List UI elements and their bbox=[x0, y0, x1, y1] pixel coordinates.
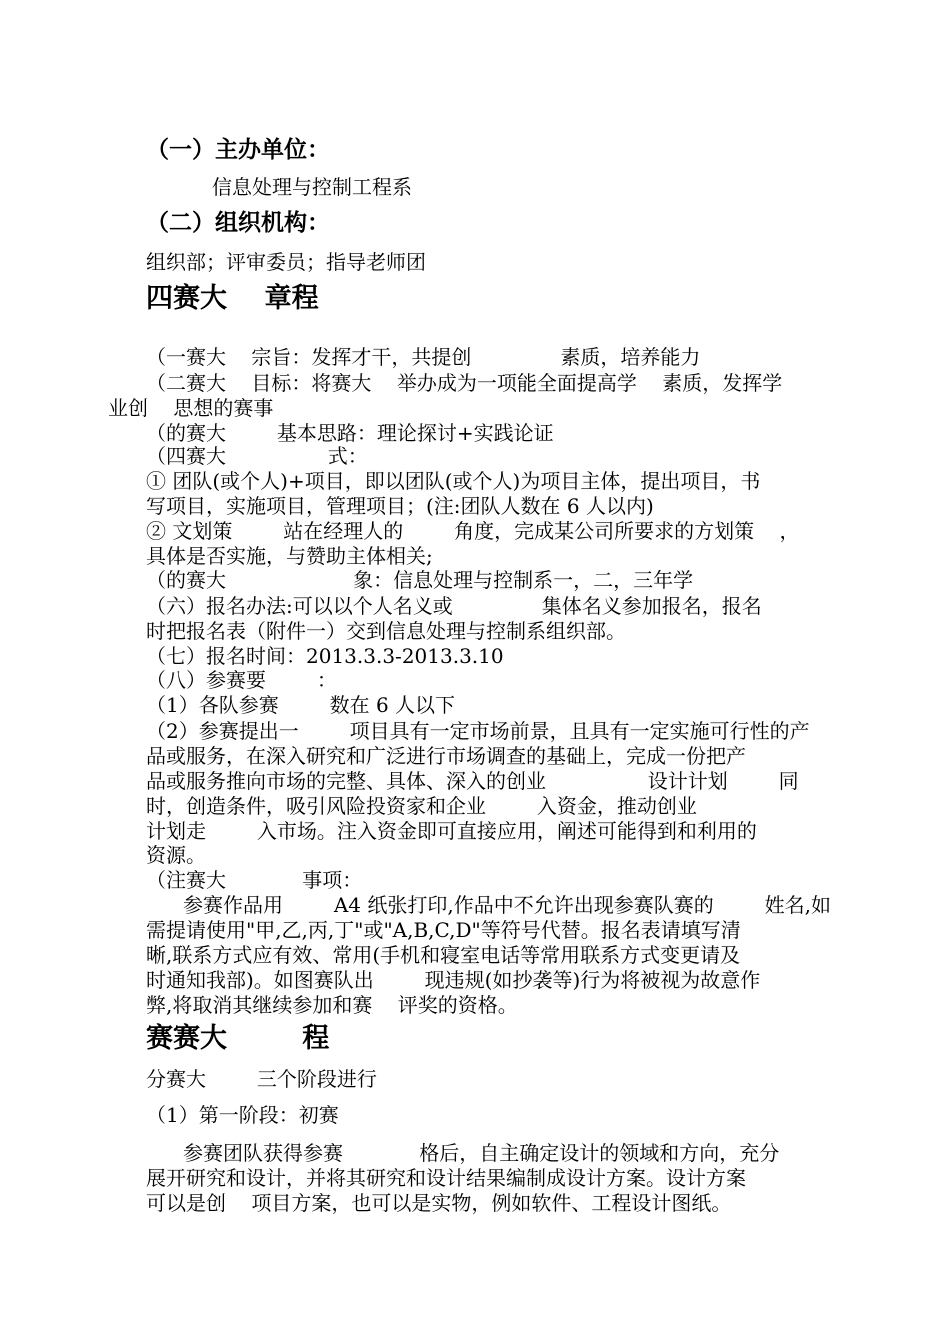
paragraph-line: 需提请使用"甲,乙,丙,丁"或"A,B,C,D"等符号代替。报名表请填写清 bbox=[146, 918, 741, 942]
paragraph-line: （1）第一阶段：初赛 bbox=[146, 1103, 339, 1127]
paragraph-line: （2）参赛提出一 项目具有一定市场前景，且具有一定实施可行性的产 bbox=[146, 719, 810, 743]
paragraph-line: （的赛大 基本思路：理论探讨+实践论证 bbox=[146, 421, 554, 445]
paragraph-line: （七）报名时间：2013.3.3-2013.3.10 bbox=[146, 644, 504, 668]
paragraph-line: （注赛大 事项： bbox=[146, 868, 363, 892]
paragraph-line: 具体是否实施，与赞助主体相关; bbox=[146, 544, 433, 568]
paragraph-line: （的赛大 象：信息处理与控制系一，二，三年学 bbox=[146, 568, 694, 592]
paragraph-line: 资源。 bbox=[146, 843, 206, 867]
paragraph-line: 参赛作品用 A4 纸张打印,作品中不允许出现参赛队赛的 姓名,如 bbox=[183, 893, 831, 917]
paragraph-line: 计划走 入市场。注入资金即可直接应用，阐述可能得到和利用的 bbox=[146, 819, 757, 843]
paragraph-line: 业创 思想的赛事 bbox=[108, 396, 274, 420]
paragraph-line: 品或服务推向市场的完整、具体、深入的创业 设计计划 同 bbox=[146, 769, 799, 793]
paragraph-line: 展开研究和设计，并将其研究和设计结果编制成设计方案。设计方案 bbox=[146, 1166, 746, 1190]
paragraph-line: 品或服务，在深入研究和广泛进行市场调查的基础上，完成一份把产 bbox=[146, 744, 746, 768]
section-heading-organization: （二）组织机构： bbox=[146, 210, 330, 236]
paragraph-line: （1）各队参赛 数在 6 人以下 bbox=[146, 693, 456, 717]
paragraph-line: 时把报名表（附件一）交到信息处理与控制系组织部。 bbox=[146, 619, 626, 643]
paragraph-line: 参赛团队获得参赛 格后，自主确定设计的领域和方向，充分 bbox=[183, 1141, 780, 1165]
section-heading-organizer: （一）主办单位： bbox=[146, 137, 330, 163]
paragraph-line: （六）报名办法:可以以个人名义或 集体名义参加报名，报名 bbox=[146, 594, 762, 618]
paragraph-line: 晰,联系方式应有效、常用(手机和寝室电话等常用联系方式变更请及 bbox=[146, 943, 741, 967]
paragraph-line: 可以是创 项目方案，也可以是实物，例如软件、工程设计图纸。 bbox=[146, 1191, 732, 1215]
paragraph-line: 分赛大 三个阶段进行 bbox=[146, 1067, 377, 1091]
paragraph-line: （八）参赛要 ： bbox=[146, 668, 337, 692]
section-heading-rules: 四赛大 章程 bbox=[146, 283, 319, 314]
organization-text: 组织部；评审委员；指导老师团 bbox=[146, 250, 426, 274]
paragraph-line: （一赛大 宗旨：发挥才干，共提创 素质，培养能力 bbox=[146, 345, 701, 369]
paragraph-line: 写项目，实施项目，管理项目；(注:团队人数在 6 人以内) bbox=[146, 494, 654, 518]
paragraph-line: 弊,将取消其继续参加和赛 评奖的资格。 bbox=[146, 993, 518, 1017]
paragraph-line: ② 文划策 站在经理人的 角度，完成某公司所要求的方划策 ， bbox=[146, 519, 800, 543]
paragraph-line: ① 团队(或个人)+项目，即以团队(或个人)为项目主体，提出项目，书 bbox=[146, 469, 761, 493]
paragraph-line: （四赛大 式： bbox=[146, 444, 368, 468]
paragraph-line: 时，创造条件，吸引风险投资家和企业 入资金，推动创业 bbox=[146, 794, 697, 818]
paragraph-line: 时通知我部)。如图赛队出 现违规(如抄袭等)行为将被视为故意作 bbox=[146, 968, 761, 992]
paragraph-line: （二赛大 目标：将赛大 举办成为一项能全面提高学 素质，发挥学 bbox=[146, 371, 783, 395]
organizer-text: 信息处理与控制工程系 bbox=[212, 175, 412, 199]
section-heading-process: 赛赛大 程 bbox=[146, 1023, 330, 1054]
